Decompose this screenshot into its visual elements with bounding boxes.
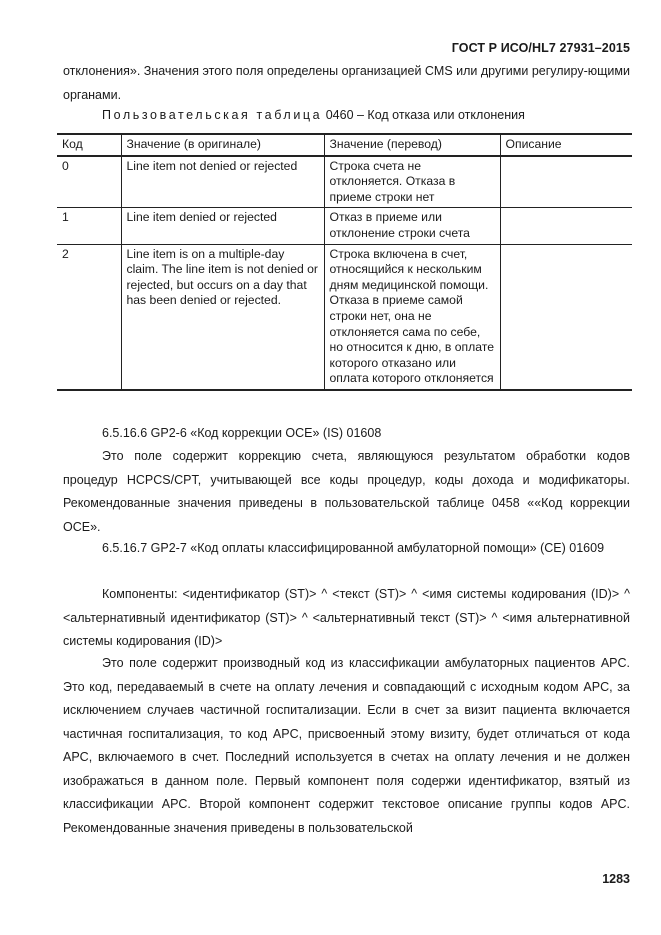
column-header-code: Код xyxy=(57,134,121,156)
section-6-5-16-7-components: Компоненты: <идентификатор (ST)> ^ <текст (ST)> ^ <имя системы кодирования (ID)> ^ <альтернативный идентификатор (ST)> ^ <альтернативный текст (ST)> ^ <имя альтернативной системы кодирования (ID)> xyxy=(63,587,630,648)
intro-paragraph: отклонения». Значения этого поля определены организацией CMS или другими регулиру-ющими органами. xyxy=(63,64,630,102)
section-6-5-16-7-body: Это поле содержит производный код из классификации амбулаторных пациентов APC. Это код, передаваемый в счете на оплату лечения и совпадающий с исходным кодом APC, за исключением случаев частичной госпитализации. Если в счет за визит пациента включается частичная госпитализация, то код APC, присвоенный этому визиту, будет отличаться от кода APC, включаемого в счет. Последний используется в счетах на оплату лечения и не должен изображаться в данном поле. Первый компонент поля содержи идентификатор, взятый из классификации APC. Второй компонент содержит текстовое описание группы кодов APC. Рекомендованные значения приведены в пользовательской xyxy=(63,656,630,835)
column-header-description: Описание xyxy=(500,134,632,156)
table-header-row xyxy=(57,134,632,156)
cell-translation: Строка включена в счет, относящийся к нескольким дням медицинской помощи. Отказа в приеме самой строки нет, она не отклоняется сама по себе, но относится к дню, в оплате которого отказано или оплата которого отклоняется xyxy=(324,244,500,390)
table-row xyxy=(57,208,632,244)
cell-original: Line item not denied or rejected xyxy=(121,156,324,208)
cell-description xyxy=(500,156,632,208)
user-table-0460 xyxy=(57,133,632,391)
cell-code: 0 xyxy=(57,156,121,208)
cell-description xyxy=(500,208,632,244)
page-number: 1283 xyxy=(602,872,630,886)
column-header-translation: Значение (перевод) xyxy=(324,134,500,156)
cell-code: 2 xyxy=(57,244,121,390)
table-caption xyxy=(102,108,525,122)
cell-translation: Строка счета не отклоняется. Отказа в приеме строки нет xyxy=(324,156,500,208)
cell-code: 1 xyxy=(57,208,121,244)
cell-original: Line item denied or rejected xyxy=(121,208,324,244)
table-caption-text: 0460 – Код отказа или отклонения xyxy=(325,108,525,122)
table-row xyxy=(57,244,632,390)
cell-translation: Отказ в приеме или отклонение строки счета xyxy=(324,208,500,244)
section-6-5-16-7-heading: 6.5.16.7 GP2-7 «Код оплаты классифицированной амбулаторной помощи» (CE) 01609 xyxy=(102,541,605,555)
cell-original: Line item is on a multiple-day claim. The line item is not denied or rejected, but occurs on a day that has been denied or rejected. xyxy=(121,244,324,390)
cell-description xyxy=(500,244,632,390)
table-caption-label: Пользовательская таблица xyxy=(102,108,323,122)
column-header-original: Значение (в оригинале) xyxy=(121,134,324,156)
section-6-5-16-6-body: Это поле содержит коррекцию счета, являющуюся результатом обработки кодов процедур HCPCS/CPT, учитывающей все коды процедур, коды дохода и модификаторы. Рекомендованные значения приведены в пользовательской таблице 0458 ««Код коррекции OCE». xyxy=(63,449,630,534)
table-row xyxy=(57,156,632,208)
section-6-5-16-6-heading: 6.5.16.6 GP2-6 «Код коррекции OCE» (IS) 01608 xyxy=(102,426,382,440)
page-header-standard: ГОСТ Р ИСО/HL7 27931–2015 xyxy=(451,41,630,55)
